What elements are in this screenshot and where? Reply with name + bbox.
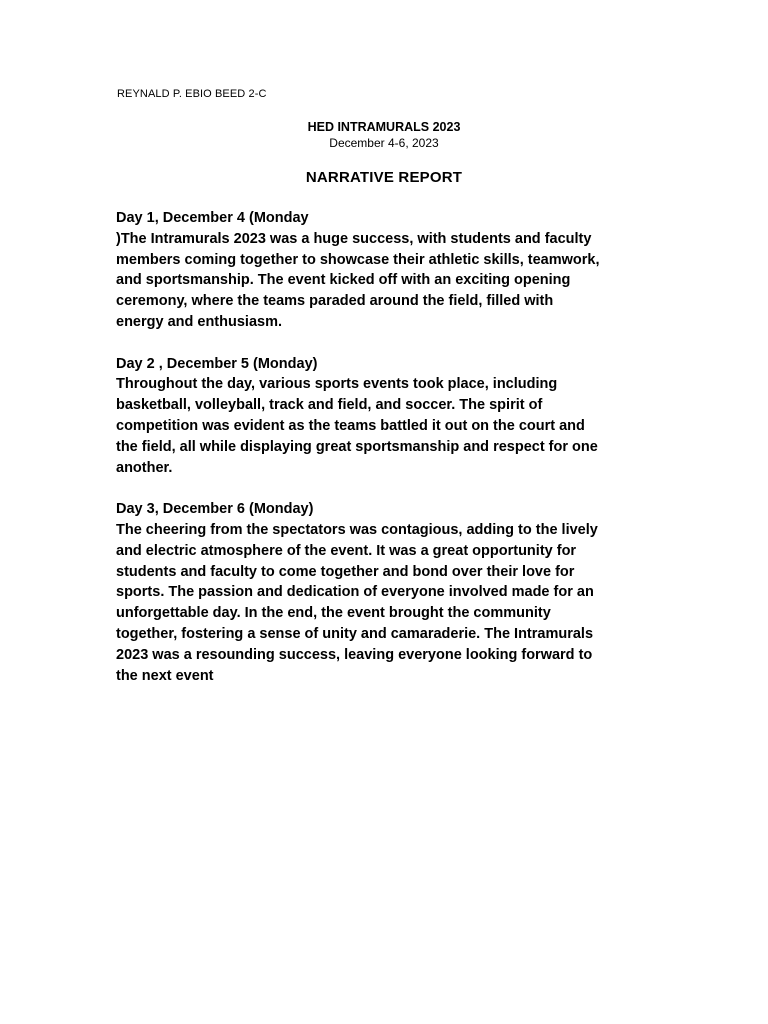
day-3-section: [116, 499, 656, 686]
day-2-body: Throughout the day, various sports events took place, including basketball, volleyball, track and field, and soccer. The spirit of competition was evident as the teams battled it out on the court and the field, all while displaying great sportsmanship and respect for one another.: [116, 376, 598, 476]
report-content: [116, 208, 656, 707]
day-2-heading: Day 2 , December 5 (Monday): [116, 355, 318, 372]
event-dates: December 4-6, 2023: [329, 136, 439, 150]
day-1-section: [116, 208, 656, 333]
day-2-section: [116, 354, 656, 479]
author-line: REYNALD P. EBIO BEED 2-C: [117, 88, 267, 100]
day-3-heading: Day 3, December 6 (Monday): [116, 501, 314, 518]
report-title: NARRATIVE REPORT: [305, 169, 463, 186]
event-title: HED INTRAMURALS 2023: [307, 120, 461, 134]
day-1-body: )The Intramurals 2023 was a huge success, with students and faculty members coming together to showcase their athletic skills, teamwork, and sportsmanship. The event kicked off with an exciting opening ceremony, where the teams paraded around the field, filled with energy and enthusiasm.: [116, 230, 600, 330]
day-1-heading: Day 1, December 4 (Monday: [116, 210, 309, 226]
day-3-body: The cheering from the spectators was contagious, adding to the lively and electric atmosphere of the event. It was a great opportunity for students and faculty to come together and bond over their love for sports. The passion and dedication of everyone involved made for an unforgettable day. In the end, the event brought the community together, fostering a sense of unity and camaraderie. The Intramurals 2023 was a resounding success, leaving everyone looking forward to the next event: [116, 521, 598, 684]
